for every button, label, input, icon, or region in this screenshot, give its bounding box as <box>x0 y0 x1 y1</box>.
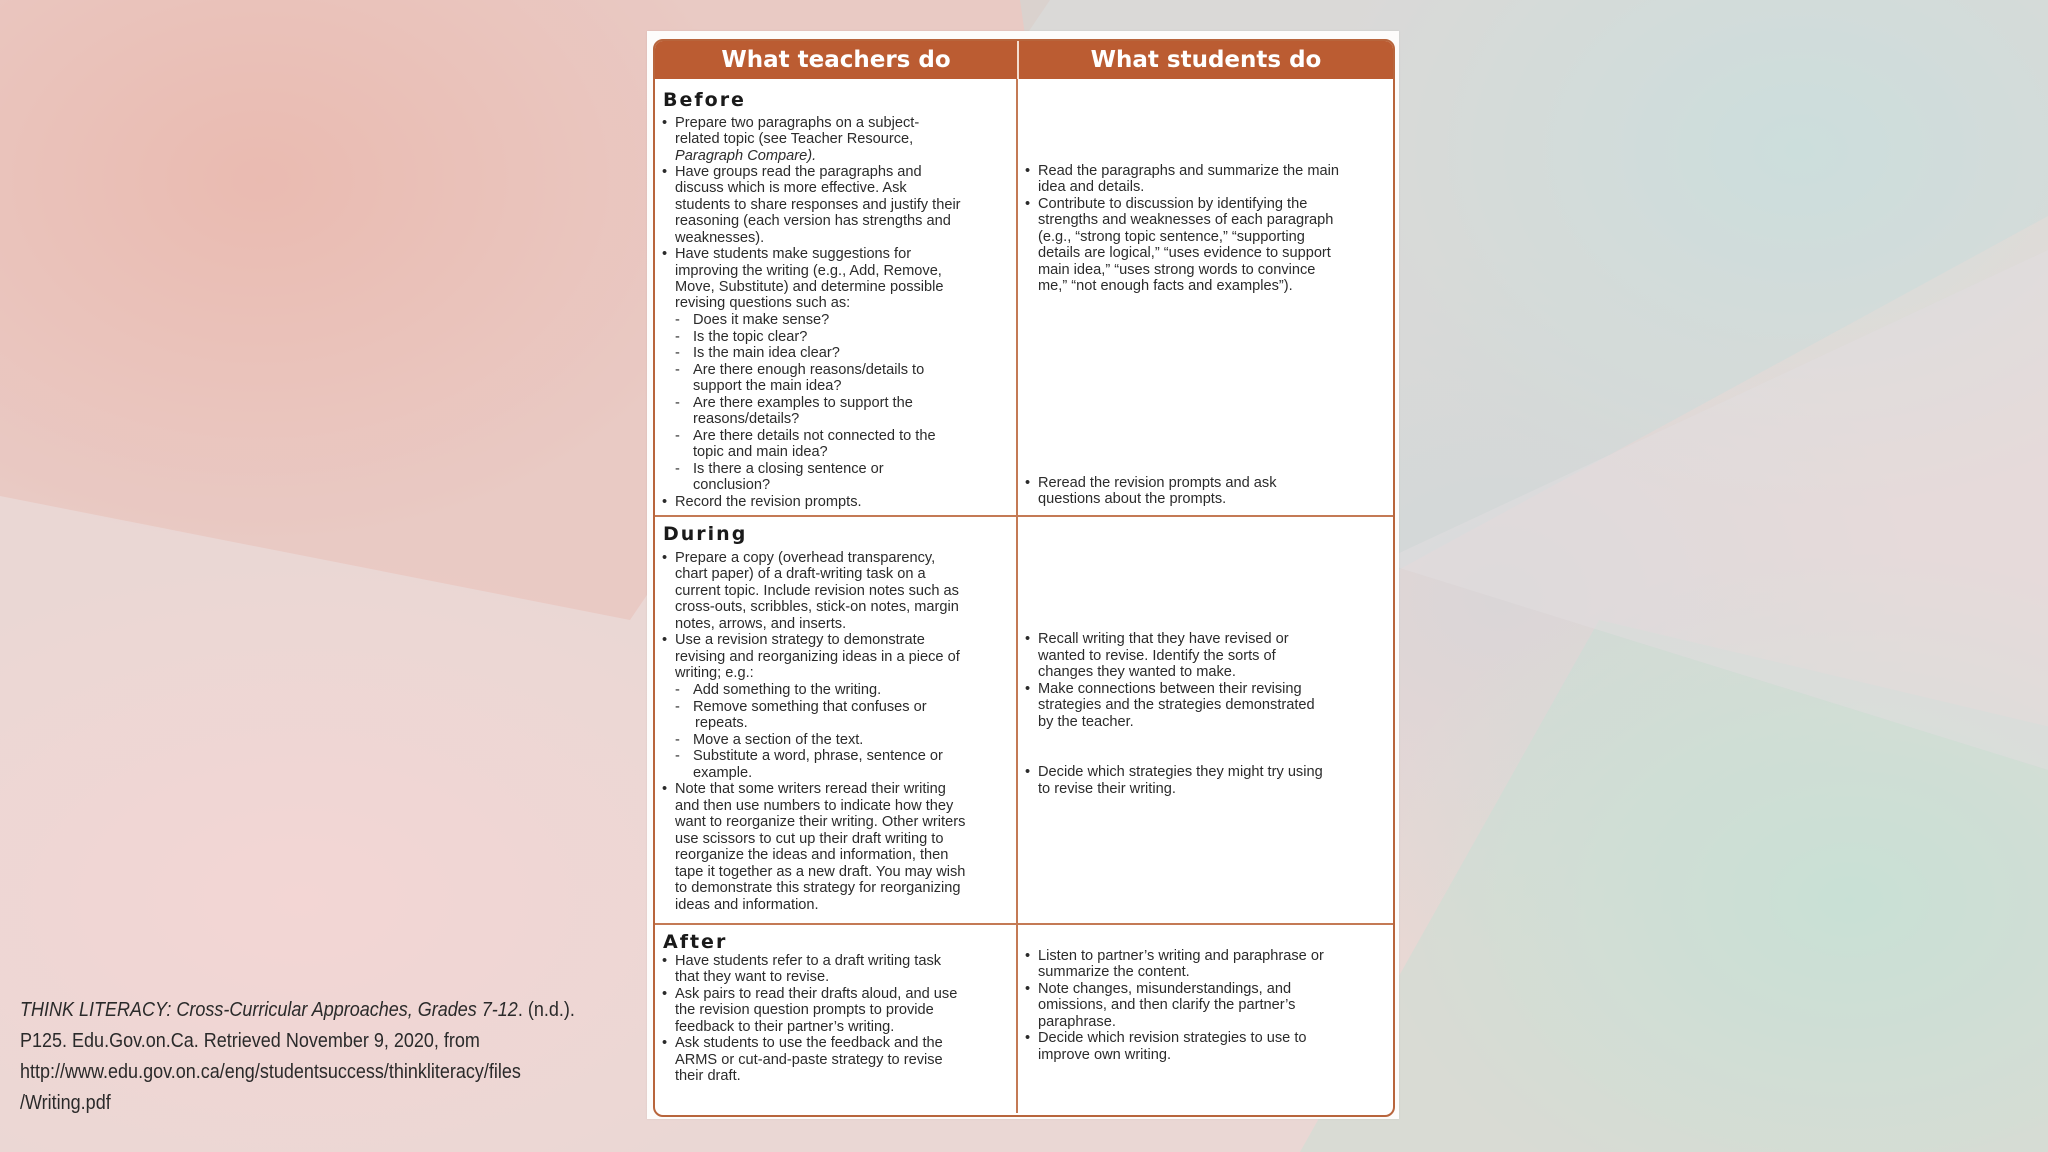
list-item: • Ask pairs to read their drafts aloud, and use <box>661 986 957 1003</box>
list-item: - Is the topic clear? <box>661 329 807 346</box>
teacher-student-table <box>653 39 1395 1117</box>
after-teachers-cell <box>655 925 1018 1113</box>
list-item: current topic. Include revision notes such as <box>675 583 959 599</box>
list-item: • Have students make suggestions for <box>661 246 911 263</box>
list-item: - Are there examples to support the <box>661 395 913 412</box>
list-item: and then use numbers to indicate how they <box>675 798 954 814</box>
header-students: What students do <box>1090 47 1322 73</box>
list-item: • Recall writing that they have revised or <box>1024 631 1289 648</box>
citation-line <box>20 995 575 1026</box>
list-item: the revision question prompts to provide <box>675 1002 934 1018</box>
list-item: feedback to their partner’s writing. <box>675 1019 895 1035</box>
list-item: • Note changes, misunderstandings, and <box>1024 981 1291 998</box>
list-item: Move, Substitute) and determine possible <box>675 279 944 295</box>
list-item: reasoning (each version has strengths and <box>675 213 951 229</box>
list-item: reorganize the ideas and information, then <box>675 847 949 863</box>
list-item: writing; e.g.: <box>675 665 754 681</box>
citation-url-end: /Writing.pdf <box>20 1092 111 1114</box>
background-shape <box>1300 620 2048 1152</box>
list-item: discuss which is more effective. Ask <box>675 180 907 196</box>
list-item: paraphrase. <box>1038 1014 1116 1030</box>
list-item: their draft. <box>675 1068 741 1084</box>
list-item: - Remove something that confuses or <box>661 699 927 716</box>
list-item: me,” “not enough facts and examples”). <box>1038 278 1293 294</box>
list-item: repeats. <box>695 715 748 731</box>
citation-date: . (n.d.). <box>517 999 575 1021</box>
list-item: • Prepare a copy (overhead transparency, <box>661 550 935 567</box>
after-students-cell <box>1018 925 1393 1113</box>
list-item: wanted to revise. Identify the sorts of <box>1038 648 1276 664</box>
list-item: improving the writing (e.g., Add, Remove, <box>675 263 942 279</box>
citation <box>20 995 620 1119</box>
list-item: • Read the paragraphs and summarize the main <box>1024 163 1339 180</box>
list-item: strengths and weaknesses of each paragraph <box>1038 212 1334 228</box>
list-item: • Ask students to use the feedback and the <box>661 1035 943 1052</box>
list-item: - Are there details not connected to the <box>661 428 936 445</box>
list-item: - Is the main idea clear? <box>661 345 840 362</box>
list-item: • Have groups read the paragraphs and <box>661 164 922 181</box>
list-item: • Use a revision strategy to demonstrate <box>661 632 925 649</box>
list-item: revising questions such as: <box>675 295 851 311</box>
list-item: improve own writing. <box>1038 1047 1172 1063</box>
list-item: • Reread the revision prompts and ask <box>1024 475 1277 492</box>
list-item: that they want to revise. <box>675 969 830 985</box>
document-image <box>647 31 1399 1119</box>
table-row-after <box>655 923 1393 1113</box>
list-item: use scissors to cut up their draft writing to <box>675 831 944 847</box>
list-item: ARMS or cut-and-paste strategy to revise <box>675 1052 943 1068</box>
section-label-after: After <box>663 931 728 953</box>
list-item: main idea,” “uses strong words to convince <box>1038 262 1316 278</box>
during-students-cell <box>1018 517 1393 923</box>
before-teachers-cell <box>655 79 1018 515</box>
list-item: • Make connections between their revising <box>1024 681 1302 698</box>
citation-url: http://www.edu.gov.on.ca/eng/studentsuccess/thinkliteracy/files <box>20 1061 521 1083</box>
list-item: changes they wanted to make. <box>1038 664 1236 680</box>
list-item: to demonstrate this strategy for reorganizing <box>675 880 961 896</box>
list-item: • Listen to partner’s writing and paraphrase or <box>1024 948 1324 965</box>
list-item: topic and main idea? <box>693 444 828 460</box>
list-item: support the main idea? <box>693 378 842 394</box>
table-row-before <box>655 79 1393 515</box>
list-item: - Move a section of the text. <box>661 732 863 749</box>
citation-title: THINK LITERACY: Cross-Curricular Approaches, Grades 7-12 <box>20 999 518 1021</box>
list-item: by the teacher. <box>1038 714 1134 730</box>
background-shape <box>1380 250 2048 770</box>
list-item: related topic (see Teacher Resource, <box>675 131 914 147</box>
list-item: details are logical,” “uses evidence to support <box>1038 245 1331 261</box>
list-item: students to share responses and justify their <box>675 197 961 213</box>
list-item: reasons/details? <box>693 411 800 427</box>
header-teachers: What teachers do <box>655 41 1019 79</box>
list-item: • Contribute to discussion by identifying the <box>1024 196 1307 213</box>
list-item: • Have students refer to a draft writing task <box>661 953 941 970</box>
list-item: notes, arrows, and inserts. <box>675 616 847 632</box>
list-item: • Record the revision prompts. <box>661 494 862 511</box>
list-item: revising and reorganizing ideas in a piece of <box>675 649 960 665</box>
before-students-cell <box>1018 79 1393 515</box>
section-label-before: Before <box>663 89 746 111</box>
list-item: - Substitute a word, phrase, sentence or <box>661 748 943 765</box>
list-item: weaknesses). <box>675 230 765 246</box>
citation-source: P125. Edu.Gov.on.Ca. Retrieved November 9, 2020, from <box>20 1030 480 1052</box>
list-item: conclusion? <box>693 477 771 493</box>
during-teachers-cell <box>655 517 1018 923</box>
list-item: tape it together as a new draft. You may wish <box>675 864 966 880</box>
list-item: omissions, and then clarify the partner’s <box>1038 997 1296 1013</box>
list-item: - Are there enough reasons/details to <box>661 362 924 379</box>
list-item: questions about the prompts. <box>1038 491 1227 507</box>
list-item: chart paper) of a draft-writing task on a <box>675 566 926 582</box>
list-item: strategies and the strategies demonstrated <box>1038 697 1315 713</box>
list-item: example. <box>693 765 753 781</box>
list-item: - Is there a closing sentence or <box>661 461 884 478</box>
list-item: • Decide which strategies they might try using <box>1024 764 1323 781</box>
list-item: • Prepare two paragraphs on a subject- <box>661 115 919 132</box>
list-item: (e.g., “strong topic sentence,” “supporting <box>1038 229 1305 245</box>
list-item: • Note that some writers reread their writing <box>661 781 946 798</box>
list-item: idea and details. <box>1038 179 1145 195</box>
list-item: cross-outs, scribbles, stick-on notes, margin <box>675 599 959 615</box>
list-item: want to reorganize their writing. Other writers <box>675 814 966 830</box>
list-item: • Decide which revision strategies to use to <box>1024 1030 1307 1047</box>
table-header <box>655 41 1393 79</box>
table-row-during <box>655 515 1393 923</box>
list-item: to revise their writing. <box>1038 781 1176 797</box>
list-item: Paragraph Compare). <box>675 148 817 164</box>
list-item: summarize the content. <box>1038 964 1190 980</box>
section-label-during: During <box>663 523 748 545</box>
list-item: - Does it make sense? <box>661 312 829 329</box>
list-item: ideas and information. <box>675 897 819 913</box>
list-item: - Add something to the writing. <box>661 682 881 699</box>
